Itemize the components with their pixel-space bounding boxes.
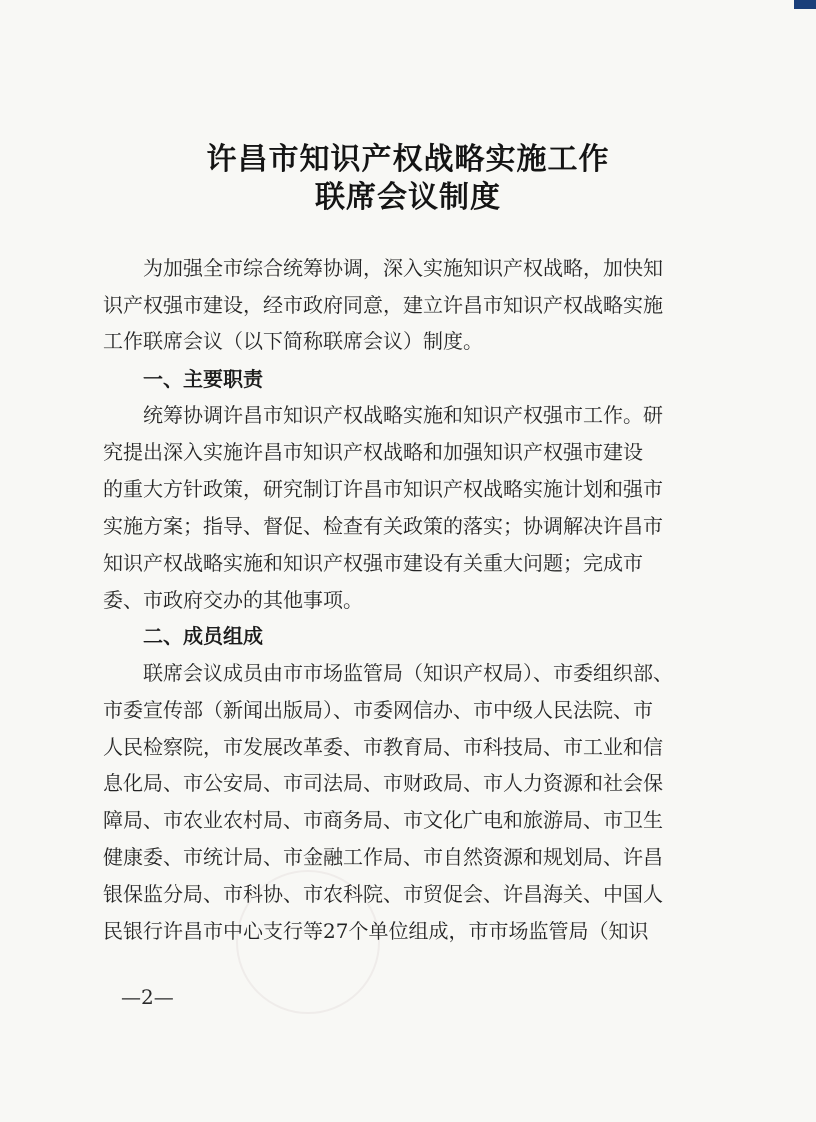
document-title-line-2: 联席会议制度 (315, 180, 501, 215)
section-heading-duties: 一、主要职责 (143, 367, 263, 391)
duties-line-1: 统筹协调许昌市知识产权战略实施和知识产权强市工作。研 (143, 403, 663, 427)
section-heading-members: 二、成员组成 (143, 624, 263, 648)
corner-mark (794, 0, 816, 9)
document-title-line-1: 许昌市知识产权战略实施工作 (206, 142, 610, 177)
duties-line-4: 实施方案；指导、督促、检查有关政策的落实；协调解决许昌市 (103, 514, 663, 538)
members-line-2: 市委宣传部（新闻出版局）、市委网信办、市中级人民法院、市 (103, 698, 653, 722)
members-line-5: 障局、市农业农村局、市商务局、市文化广电和旅游局、市卫生 (103, 808, 663, 832)
members-line-4: 息化局、市公安局、市司法局、市财政局、市人力资源和社会保 (103, 771, 663, 795)
members-line-8: 民银行许昌市中心支行等27个单位组成，市市场监管局（知识 (103, 919, 649, 943)
duties-line-6: 委、市政府交办的其他事项。 (103, 588, 363, 612)
members-line-3: 人民检察院，市发展改革委、市教育局、市科技局、市工业和信 (103, 735, 663, 759)
intro-line-1: 为加强全市综合统筹协调，深入实施知识产权战略，加快知 (143, 256, 663, 280)
intro-line-3: 工作联席会议（以下简称联席会议）制度。 (103, 329, 483, 353)
duties-line-5: 知识产权战略实施和知识产权强市建设有关重大问题；完成市 (103, 551, 643, 575)
members-line-1: 联席会议成员由市市场监管局（知识产权局）、市委组织部、 (143, 661, 673, 685)
page-number: —2— (121, 985, 174, 1009)
members-line-7: 银保监分局、市科协、市农科院、市贸促会、许昌海关、中国人 (103, 882, 663, 906)
duties-line-2: 究提出深入实施许昌市知识产权战略和加强知识产权强市建设 (103, 440, 643, 464)
members-line-6: 健康委、市统计局、市金融工作局、市自然资源和规划局、许昌 (103, 845, 663, 869)
duties-line-3: 的重大方针政策，研究制订许昌市知识产权战略实施计划和强市 (103, 477, 663, 501)
intro-line-2: 识产权强市建设，经市政府同意，建立许昌市知识产权战略实施 (103, 293, 663, 317)
